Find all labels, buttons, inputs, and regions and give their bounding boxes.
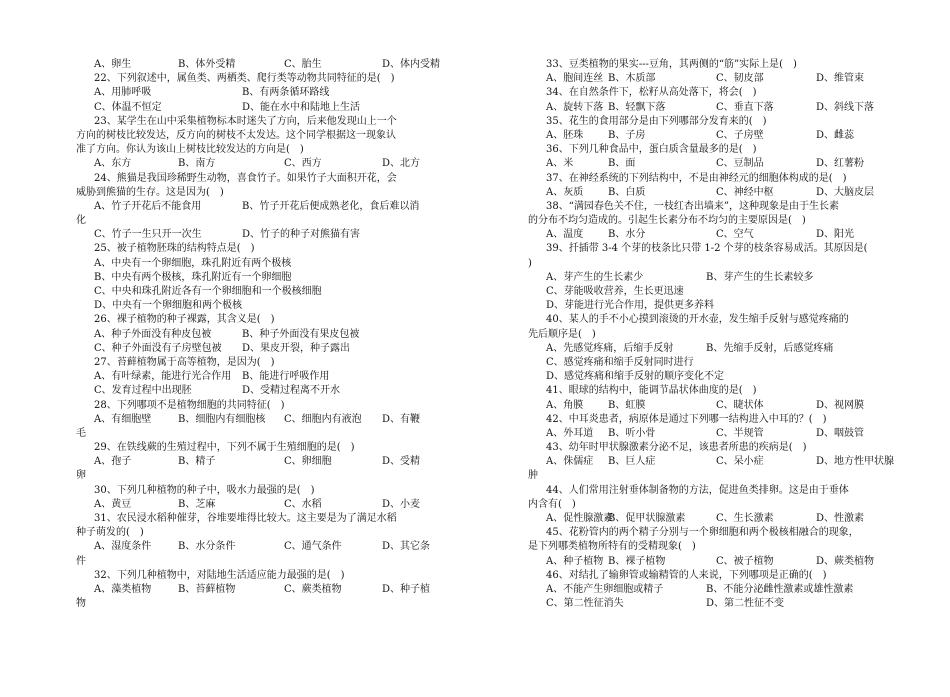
- answer-option: B、中央有两个极核，珠孔附近有一个卵细胞: [94, 271, 292, 283]
- answer-options-row: [76, 370, 452, 384]
- answer-option: B、芽产生的生长素较多: [706, 271, 814, 283]
- answer-options-row: [528, 512, 892, 526]
- question-text: 43、幼年时甲状腺激素分泌不足，该患者所患的疾病是( ): [546, 442, 807, 454]
- question-text: 25、被子植物胚珠的结构特点是( ): [94, 243, 255, 255]
- answer-option: A、米: [546, 158, 574, 170]
- question-text: 22、下列叙述中，属鱼类、两栖类、爬行类等动物共同特征的是( ): [94, 73, 395, 85]
- answer-option: D、维管束: [816, 73, 865, 85]
- question-text-continued: 内含有( ): [528, 498, 576, 510]
- answer-option: B、面: [608, 158, 636, 170]
- answer-option: A、芽产生的生长素少: [546, 271, 644, 283]
- answer-option: B、裸子植物: [608, 555, 666, 567]
- answer-options-row: [76, 58, 452, 72]
- answer-options-row: [76, 157, 452, 171]
- answer-option: C、睫状体: [716, 399, 764, 411]
- answer-option: D、能在水中和陆地上生活: [242, 101, 361, 113]
- answer-option: A、用肺呼吸: [94, 87, 152, 99]
- answer-option: C、体温不恒定: [94, 101, 162, 113]
- question-text-continued: 准了方向。你认为该山上树枝比较发达的方向是( ): [76, 144, 304, 156]
- answer-option: D、果皮开裂，种子露出: [242, 342, 351, 354]
- answer-option: C、细胞内有液泡: [284, 413, 362, 425]
- answer-option: D、第二性征不变: [706, 598, 785, 610]
- answer-option: B、听小骨: [608, 427, 656, 439]
- answer-option: C、子房壁: [716, 129, 764, 141]
- answer-option: D、北方: [382, 158, 421, 170]
- answer-option: C、呆小症: [716, 456, 764, 468]
- question-text: 30、下列几种植物的种子中，吸水力最强的是( ): [94, 484, 315, 496]
- answer-option: D、受精过程离不开水: [242, 385, 341, 397]
- answer-option: A、卵生: [94, 59, 132, 70]
- answer-options-row: [528, 129, 892, 143]
- answer-option: A、东方: [94, 158, 132, 170]
- answer-option: B、水分条件: [178, 541, 236, 553]
- answer-option: D、阳光: [816, 229, 855, 241]
- answer-option: B、竹子开花后便成熟老化，食后难以消: [242, 200, 420, 212]
- answer-option: C、中央和珠孔附近各有一个卵细胞和一个极核细胞: [94, 286, 322, 297]
- answer-option: D、红薯粉: [816, 158, 865, 170]
- answer-option: A、黄豆: [94, 498, 132, 510]
- answer-option: D、视网膜: [816, 399, 865, 411]
- answer-option: C、种子外面没有子房壁包被: [94, 342, 222, 354]
- answer-option: D、咽鼓管: [816, 427, 865, 439]
- answer-option: D、蕨类植物: [816, 555, 875, 567]
- answer-options-row: [76, 455, 452, 469]
- answer-option: D、雌蕊: [816, 129, 855, 141]
- answer-option: B、子房: [608, 129, 646, 141]
- answer-option: C、垂直下落: [716, 101, 774, 113]
- answer-option: A、胞间连丝: [546, 73, 604, 85]
- question-text: 40、某人的手不小心摸到滚烫的开水壶，发生缩手反射与感觉疼痛的: [546, 314, 849, 326]
- answer-option: A、外耳道: [546, 427, 594, 439]
- answer-option: B、精子: [178, 456, 216, 468]
- question-text-continued: 种子萌发的( ): [76, 527, 144, 539]
- answer-option: A、竹子开花后不能食用: [94, 200, 202, 212]
- answer-options-row: [528, 101, 892, 115]
- answer-options-row: [76, 342, 452, 356]
- answer-option: B、细胞内有细胞核: [178, 413, 266, 425]
- question-text-continued: 先后顺序是( ): [528, 328, 596, 340]
- answer-option: B、不能分泌雌性激素或雄性激素: [706, 583, 854, 595]
- answer-option: A、侏儒症: [546, 456, 594, 468]
- question-text: 37、在神经系统的下列结构中，不是由神经元的细胞体构成的是( ): [546, 172, 847, 184]
- answer-option: C、豆制品: [716, 158, 764, 170]
- question-text-continued: 肿: [528, 470, 538, 482]
- answer-options-row: [76, 384, 452, 398]
- answer-options-row: [76, 583, 452, 597]
- question-text: 28、下列哪项不是植物细胞的共同特征( ): [94, 399, 285, 411]
- question-text: 34、在自然条件下，松籽从高处落下，将会( ): [546, 87, 757, 99]
- question-text: 29、在铁线蕨的生殖过程中，下列不属于生殖细胞的是( ): [94, 442, 355, 454]
- answer-option: A、旋转下落: [546, 101, 604, 113]
- answer-options-row: [528, 72, 892, 86]
- answer-option: D、竹子的种子对熊猫有害: [242, 229, 361, 241]
- answer-option: C、芽能吸收营养，生长更迅速: [546, 286, 684, 297]
- question-text: 35、花生的食用部分是由下列哪部分发育来的( ): [546, 115, 767, 127]
- answer-option: D、感觉疼痛和缩手反射的顺序变化不定: [546, 371, 725, 383]
- answer-options-row: [528, 228, 892, 242]
- answer-option: B、种子外面没有果皮包被: [242, 328, 360, 340]
- answer-option: A、孢子: [94, 456, 132, 468]
- answer-option: D、地方性甲状腺: [816, 456, 895, 468]
- answer-option: A、不能产生卵细胞或精子: [546, 583, 664, 595]
- question-text: 42、中耳炎患者，病原体是通过下列哪一结构进入中耳的？( ): [546, 413, 827, 425]
- answer-options-row: [528, 597, 892, 611]
- right-column: [528, 58, 895, 611]
- answer-options-row: [76, 498, 452, 512]
- answer-option: D、其它条: [382, 541, 431, 553]
- answer-options-row: [76, 413, 452, 427]
- answer-option: C、竹子一生只开一次生: [94, 229, 202, 241]
- answer-option: B、芝麻: [178, 498, 216, 510]
- answer-option: C、水稻: [284, 498, 322, 510]
- question-text: 24、熊猫是我国珍稀野生动物，喜食竹子。如果竹子大面积开花，会: [94, 172, 397, 184]
- question-text: 44、人们常用注射垂体制备物的方法，促进鱼类排卵。这是由于垂体: [546, 484, 849, 496]
- answer-option: B、体外受精: [178, 59, 236, 70]
- answer-option: A、胚珠: [546, 129, 584, 141]
- answer-option: B、白质: [608, 186, 646, 198]
- answer-option: C、韧皮部: [716, 73, 764, 85]
- answer-option: A、促性腺激素: [546, 513, 614, 524]
- answer-option: D、体内受精: [382, 59, 441, 70]
- answer-options-row: [528, 455, 895, 469]
- answer-option: C、第二性征消失: [546, 598, 624, 610]
- answer-options-row: [76, 228, 452, 242]
- answer-option: D、有鞭: [382, 413, 421, 425]
- answer-options-row: [76, 101, 452, 115]
- left-column: [76, 58, 452, 611]
- answer-options-row: [528, 271, 892, 285]
- answer-option: B、能进行呼吸作用: [242, 371, 330, 383]
- answer-option: D、大脑皮层: [816, 186, 875, 198]
- answer-option: A、灰质: [546, 186, 584, 198]
- answer-option: C、半规管: [716, 427, 764, 439]
- question-text-continued: 是下列哪类植物所特有的受精现象( ): [528, 541, 696, 553]
- answer-options-row: [528, 555, 892, 569]
- answer-option: A、有细胞壁: [94, 413, 152, 425]
- question-text: 26、裸子植物的种子裸露，其含义是( ): [94, 314, 275, 326]
- answer-option: C、被子植物: [716, 555, 774, 567]
- answer-option: B、轻飘下落: [608, 101, 666, 113]
- answer-option: B、水分: [608, 229, 646, 241]
- question-text: 45、花粉管内的两个精子分别与一个卵细胞和两个极核相融合的现象，: [546, 527, 859, 539]
- question-text-continued: 的分布不均匀造成的。引起生长素分布不均匀的主要原因是( ): [528, 215, 806, 227]
- question-text-continued: 威胁到熊猫的生存。这是因为( ): [76, 186, 224, 198]
- answer-option: C、感觉疼痛和缩手反射同时进行: [546, 356, 694, 368]
- question-text-continued: 化: [76, 215, 86, 227]
- answer-option: A、中央有一个卵细胞，珠孔附近有两个极核: [94, 257, 292, 269]
- question-text: 32、下列几种植物中，对陆地生活适应能力最强的是( ): [94, 569, 345, 581]
- answer-option: D、性激素: [816, 513, 865, 524]
- answer-option: B、苔藓植物: [178, 583, 236, 595]
- answer-option: D、种子植: [382, 583, 431, 595]
- answer-options-row: [76, 200, 452, 214]
- answer-option: A、角膜: [546, 399, 584, 411]
- question-text-continued: 物: [76, 598, 86, 610]
- answer-option: C、蕨类植物: [284, 583, 342, 595]
- question-text: 27、苔藓植物属于高等植物，是因为( ): [94, 356, 275, 368]
- question-text-continued: 卵: [76, 470, 86, 482]
- answer-option: D、芽能进行光合作用，提供更多养料: [546, 300, 715, 312]
- question-text-continued: 毛: [76, 427, 86, 439]
- answer-options-row: [528, 427, 892, 441]
- answer-option: A、有叶绿素，能进行光合作用: [94, 371, 232, 383]
- answer-options-row: [528, 399, 892, 413]
- question-text: 46、对结扎了输卵管或输精管的人来说，下列哪项是正确的( ): [546, 569, 827, 581]
- answer-option: A、藻类植物: [94, 583, 152, 595]
- answer-options-row: [528, 157, 892, 171]
- answer-option: C、空气: [716, 229, 754, 241]
- question-text: 33、豆类植物的果实---豆角，其两侧的“筋”实际上是( ): [546, 59, 797, 70]
- answer-option: B、有两条循环路线: [242, 87, 330, 99]
- answer-option: A、先感觉疼痛，后缩手反射: [546, 342, 674, 354]
- answer-option: D、中央有一个卵细胞和两个极核: [94, 300, 243, 312]
- answer-options-row: [528, 342, 892, 356]
- answer-option: C、神经中枢: [716, 186, 774, 198]
- answer-option: B、南方: [178, 158, 216, 170]
- question-text: 36、下列几种食品中，蛋白质含量最多的是( ): [546, 144, 757, 156]
- answer-option: B、巨人症: [608, 456, 656, 468]
- answer-option: B、促甲状腺激素: [608, 513, 686, 524]
- answer-option: A、湿度条件: [94, 541, 152, 553]
- question-text: 41、眼球的结构中，能调节晶状体曲度的是( ): [546, 385, 757, 397]
- answer-option: D、小麦: [382, 498, 421, 510]
- answer-option: A、种子植物: [546, 555, 604, 567]
- answer-option: C、卵细胞: [284, 456, 332, 468]
- answer-option: B、虹膜: [608, 399, 646, 411]
- answer-option: C、通气条件: [284, 541, 342, 553]
- answer-option: B、先缩手反射，后感觉疼痛: [706, 342, 834, 354]
- answer-option: D、受精: [382, 456, 421, 468]
- answer-option: B、木质部: [608, 73, 656, 85]
- answer-option: C、发育过程中出现胚: [94, 385, 192, 397]
- question-text: 38、“满园春色关不住，一枝红杏出墙来”，这种现象是由于生长素: [546, 200, 839, 212]
- answer-option: D、斜线下落: [816, 101, 875, 113]
- answer-options-row: [76, 540, 452, 554]
- answer-option: C、西方: [284, 158, 322, 170]
- question-text: 23、某学生在山中采集植物标本时迷失了方向，后来他发现山上一个: [94, 115, 397, 127]
- question-text-continued: 方向的树枝比较发达，反方向的树枝不太发达。这个同学根据这一现象认: [76, 129, 396, 141]
- answer-options-row: [528, 186, 892, 200]
- answer-option: A、温度: [546, 229, 584, 241]
- answer-option: A、种子外面没有种皮包被: [94, 328, 212, 340]
- question-text-continued: 件: [76, 555, 86, 567]
- answer-option: C、生长激素: [716, 513, 774, 524]
- question-text-continued: ): [528, 257, 532, 269]
- answer-options-row: [76, 86, 452, 100]
- answer-options-row: [528, 583, 892, 597]
- question-text: 39、扦插带 3-4 个芽的枝条比只带 1-2 个芽的枝条容易成活。其原因是(: [546, 243, 868, 255]
- answer-options-row: [76, 328, 452, 342]
- answer-option: C、胎生: [284, 59, 322, 70]
- question-text: 31、农民浸水稻种催芽，谷堆要堆得比较大。这主要是为了满足水稻: [94, 513, 397, 524]
